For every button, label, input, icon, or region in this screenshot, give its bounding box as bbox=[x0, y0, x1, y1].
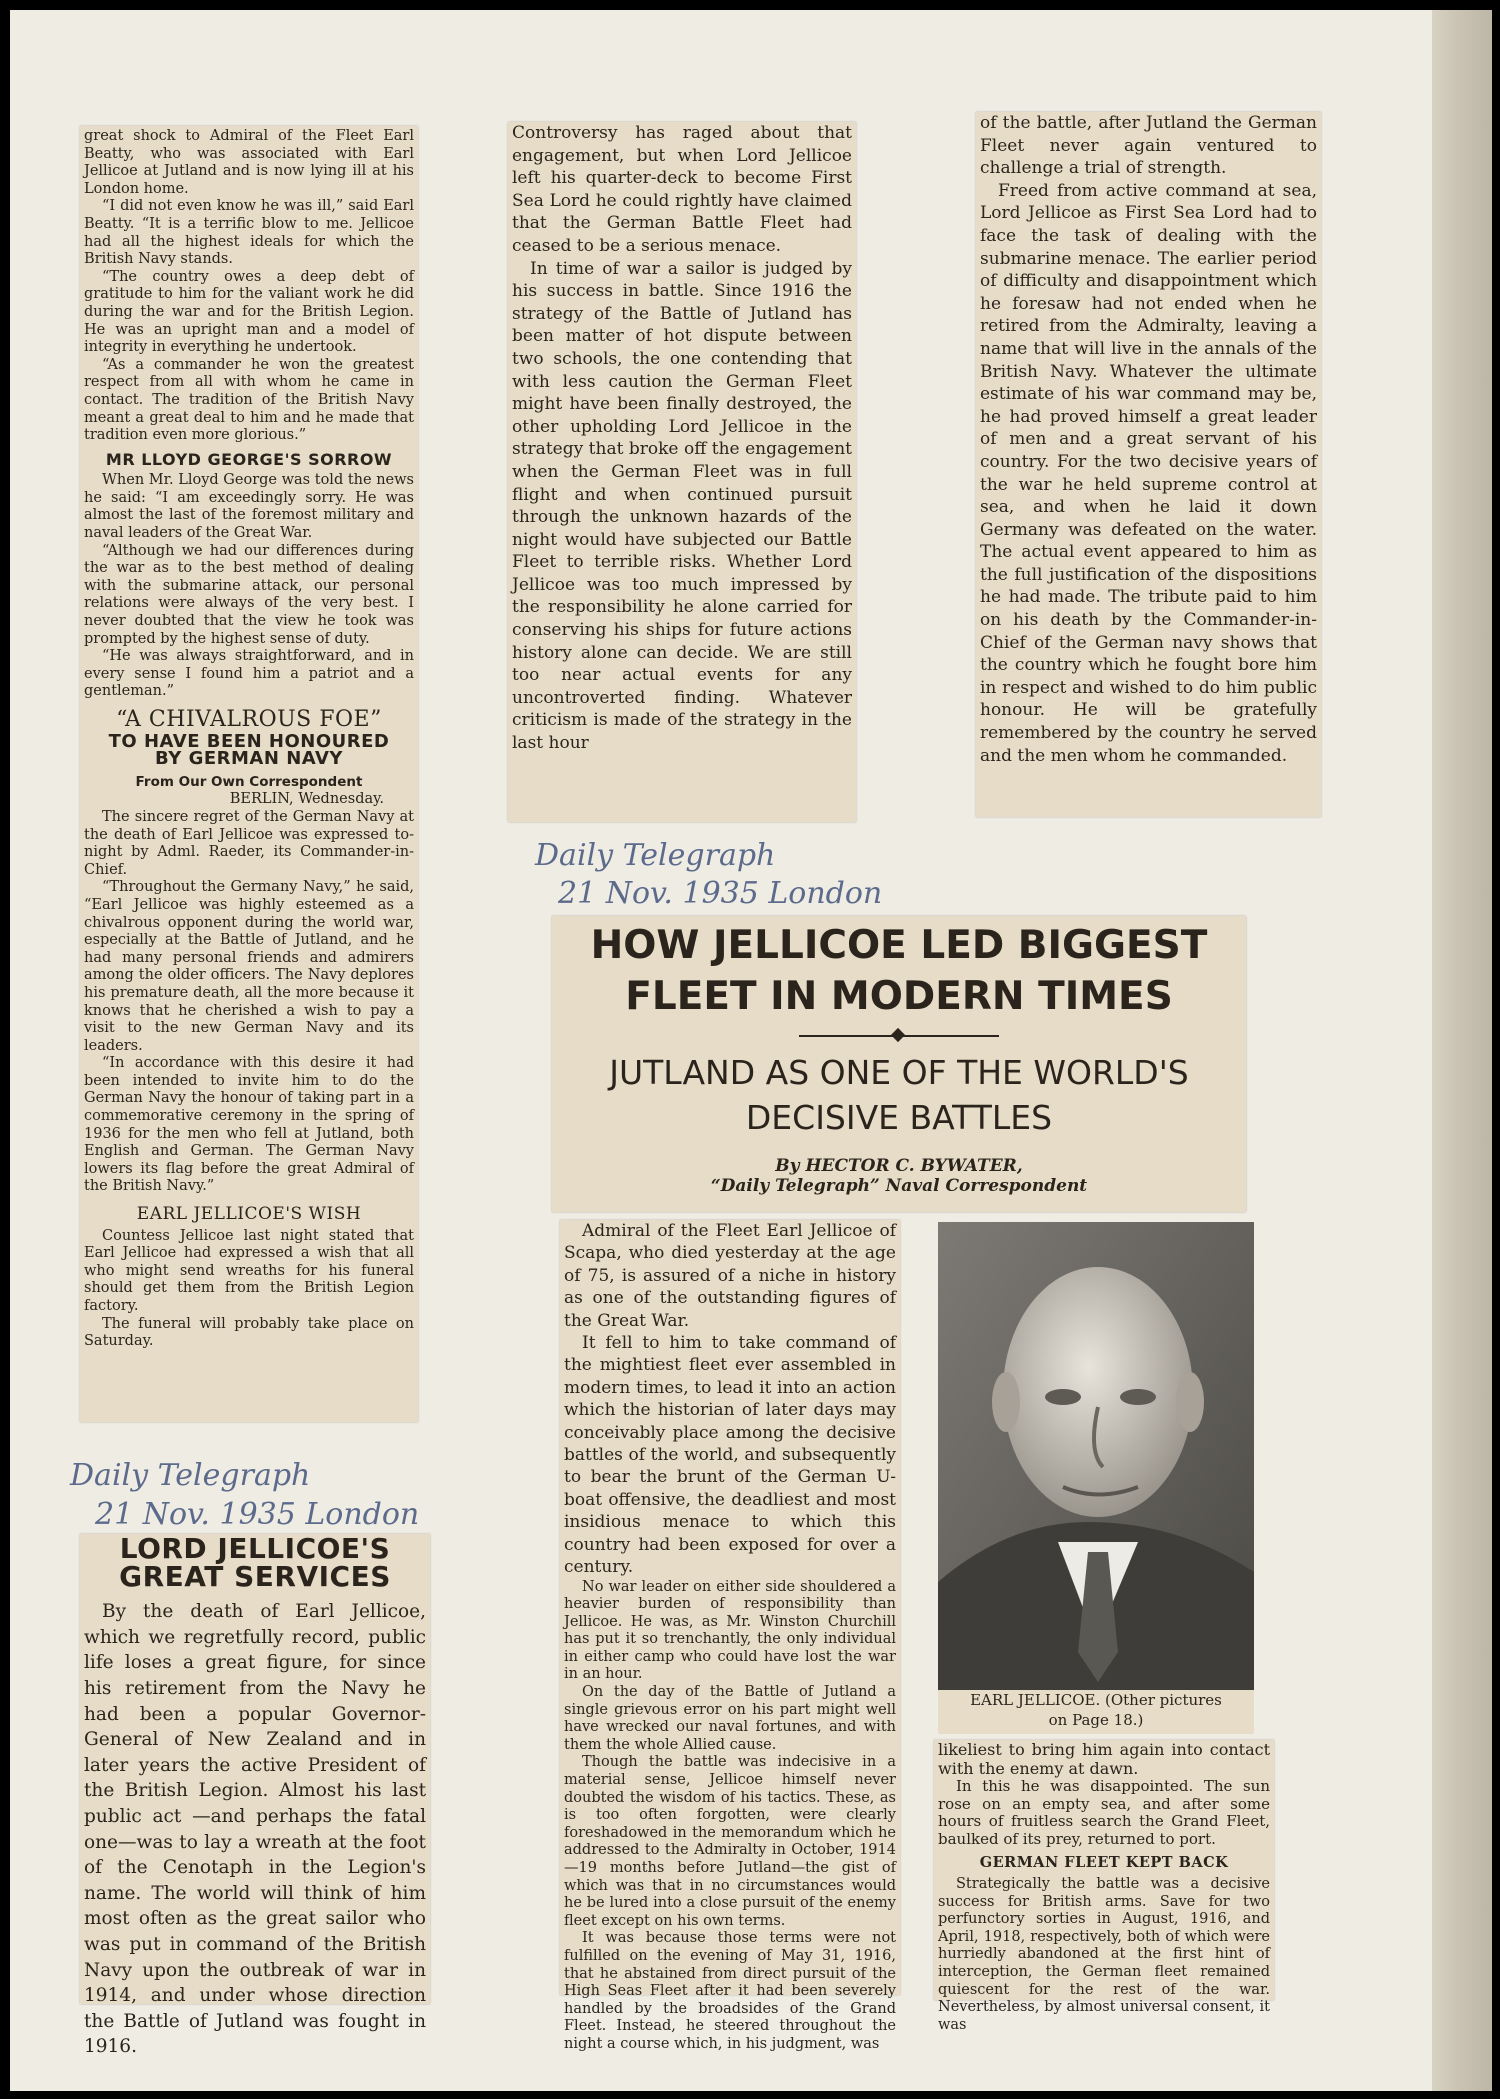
subheading: TO HAVE BEEN HONOURED bbox=[108, 730, 390, 752]
subheading: MR LLOYD GEORGE'S SORROW bbox=[105, 449, 393, 469]
dateline: BERLIN, Wednesday. bbox=[229, 791, 384, 808]
paragraph: “He was always straightforward, and in every sense I found him a patriot and a gentleman.” bbox=[84, 648, 414, 700]
handwritten-note-lower-line2: 21 Nov. 1935 London bbox=[95, 1497, 420, 1532]
paragraph: “As a commander he won the greatest respect from all with whom he came in contact. The tradition of the British Navy meant a great deal to him and he made that tradition even more glorious.” bbox=[84, 356, 414, 444]
paragraph: “Although we had our differences during the war as to the best method of dealing with the submarine attack, our personal relations were always of the very best. I never doubted that the view he took was prompted by the highest sense of duty. bbox=[84, 542, 414, 647]
paragraph: On the day of the Battle of Jutland a single grievous error on his part might well have wrecked our naval fortunes, and with them the whole Allied cause. bbox=[564, 1684, 896, 1753]
paragraph: No war leader on either side shouldered a heavier burden of responsibility than Jellicoe. He was, as Mr. Winston Churchill has put it so trenchantly, the only individual in either camp who could have lost the war in an hour. bbox=[564, 1578, 896, 1683]
paragraph: In time of war a sailor is judged by his success in battle. Since 1916 the strategy of the Battle of Jutland has been matter of hot dispute between two schools, the one contending that with less caution the German Fleet might have been finally destroyed, the other upholding Lord Jellicoe in the strategy that broke off the engagement when the German Fleet was in full flight and when continued pursuit through the unknown hazards of the night would have subjected our Battle Fleet to terrible risks. Whether Lord Jellicoe was too much impressed by the responsibility he alone carried for conserving his ships for future actions history alone can decide. We are still too near actual events for any uncontroverted finding. Whatever criticism is made of the strategy in the last hour bbox=[512, 258, 852, 754]
paragraph: great shock to Admiral of the Fleet Earl Beatty, who was associated with Earl Jellicoe at Jutland and is now lying ill at his London home. bbox=[84, 128, 414, 197]
subheadline-line2: DECISIVE BATTLES bbox=[745, 1098, 1053, 1137]
paragraph: Countess Jellicoe last night stated that Earl Jellicoe had expressed a wish that all who might send wreaths for his funeral should get them from the British Legion factory. bbox=[84, 1227, 414, 1314]
headline-line1: HOW JELLICOE LED BIGGEST bbox=[590, 923, 1208, 968]
paragraph: “In accordance with this desire it had been intended to invite him to do the German Navy the honour of taking part in a commemorative ceremony in the spring of 1936 for the men who fell at Jutland, both English and German. The German Navy lowers its flag before the great Admiral of the British Navy.” bbox=[84, 1055, 414, 1195]
subheading: BY GERMAN NAVY bbox=[155, 748, 343, 770]
paragraph: It was because those terms were not fulfilled on the evening of May 31, 1916, that he abstained from direct pursuit of the High Seas Fleet after it had been severely handled by the broadsides of the Grand Fleet. Instead, he steered throughout the night a course which, in his judgment, was bbox=[564, 1930, 896, 2052]
handwritten-note-upper-line1: Daily Telegraph bbox=[535, 838, 776, 873]
paragraph: Admiral of the Fleet Earl Jellicoe of Scapa, who died yesterday at the age of 75, is assured of a niche in history as one of the outstanding figures of the Great War. bbox=[564, 1221, 896, 1331]
subheading: GERMAN FLEET KEPT BACK bbox=[979, 1854, 1229, 1872]
byline: By HECTOR C. BYWATER, bbox=[775, 1156, 1023, 1176]
article-title: LORD JELLICOE'S bbox=[119, 1532, 391, 1565]
clipping-continuation bbox=[934, 1740, 1274, 2033]
portrait-photo bbox=[938, 1222, 1254, 1690]
caption-line2: on Page 18.) bbox=[1048, 1711, 1144, 1729]
subheading: “A CHIVALROUS FOE” bbox=[116, 707, 382, 732]
byline: From Our Own Correspondent bbox=[135, 773, 363, 790]
subheading: EARL JELLICOE'S WISH bbox=[136, 1204, 362, 1225]
paragraph: of the battle, after Jutland the German Fleet never again ventured to challenge a trial of strength. bbox=[980, 113, 1317, 179]
paragraph: Controversy has raged about that engagement, but when Lord Jellicoe left his quarter-deck to become First Sea Lord he could rightly have claimed that the German Battle Fleet had ceased to be a serious menace. bbox=[512, 123, 852, 256]
headline-line2: FLEET IN MODERN TIMES bbox=[625, 974, 1173, 1019]
handwritten-note-lower-line1: Daily Telegraph bbox=[70, 1458, 311, 1493]
ornament-rule bbox=[799, 1028, 999, 1044]
paragraph: Freed from active command at sea, Lord Jellicoe as First Sea Lord had to face the task of dealing with the submarine menace. The earlier period of difficulty and disappointment which he foresaw had not ended when he retired from the Admiralty, leaving a name that will live in the annals of the British Navy. Whatever the ultimate estimate of his war command may be, he had proved himself a great leader of men and a great servant of his country. For the two decisive years of the war he held supreme control at sea, and when he laid it down Germany was defeated on the water. The actual event appeared to him as the full justification of the dispositions he had made. The tribute paid to him on his death by the Commander-in-Chief of the German navy shows that the country which he fought bore him in respect and wished to do him public honour. He will be gratefully remembered by the country he served and the men whom he commanded. bbox=[980, 180, 1317, 766]
paragraph: The funeral will probably take place on Saturday. bbox=[84, 1315, 414, 1350]
subheadline-line1: JUTLAND AS ONE OF THE WORLD'S bbox=[609, 1053, 1189, 1092]
clipping-article-body bbox=[560, 1220, 900, 2052]
paragraph: “The country owes a deep debt of gratitude to him for the valiant work he did during the war and for the British Legion. He was an upright man and a model of integrity in everything he undertook. bbox=[84, 268, 414, 356]
byline-title: “Daily Telegraph” Naval Correspondent bbox=[710, 1176, 1088, 1196]
paragraph: When Mr. Lloyd George was told the news he said: “I am exceedingly sorry. He was almost the last of the foremost military and naval leaders of the Great War. bbox=[84, 472, 414, 542]
paragraph: “Throughout the Germany Navy,” he said, “Earl Jellicoe was highly esteemed as a chivalrous opponent during the world war, especially at the Battle of Jutland, and he had many personal friends and admirers among the older officers. The Navy deplores his premature death, all the more because it knows that he cherished a wish to pay a visit to the new German Navy and its leaders. bbox=[84, 879, 414, 1054]
paragraph: Though the battle was indecisive in a material sense, Jellicoe himself never doubted the wisdom of his tactics. These, as is too often forgotten, were clearly foreshadowed in the memorandum which he addressed to the Admiralty in October, 1914—19 months before Jutland—the gist of which was that in no circumstances would he be lured into a close pursuit of the enemy fleet except on his own terms. bbox=[564, 1754, 896, 1929]
handwritten-note-upper-line2: 21 Nov. 1935 London bbox=[558, 876, 883, 911]
paragraph: likeliest to bring him again into contact with the enemy at dawn. bbox=[938, 1740, 1270, 1778]
paragraph: The sincere regret of the German Navy at the death of Earl Jellicoe was expressed to-night by Adml. Raeder, its Commander-in-Chief. bbox=[84, 808, 414, 878]
paragraph: In this he was disappointed. The sun rose on an empty sea, and after some hours of fruitless search the Grand Fleet, baulked of its prey, returned to port. bbox=[938, 1777, 1270, 1848]
paragraph: Strategically the battle was a decisive success for British arms. Save for two perfunctory sorties in August, 1916, and April, 1918, respectively, both of which were hurriedly abandoned at the first hint of interception, the German fleet remained quiescent for the rest of the war. Nevertheless, by almost universal consent, it was bbox=[938, 1875, 1270, 2033]
paragraph: “I did not even know he was ill,” said Earl Beatty. “It is a terrific blow to me. Jellicoe had all the highest ideals for which the British Navy stands. bbox=[84, 198, 414, 268]
portrait-illustration bbox=[938, 1222, 1254, 1690]
clipping-submarine-menace bbox=[976, 112, 1321, 817]
clipping-great-services bbox=[80, 1532, 430, 2058]
clipping-headline bbox=[552, 916, 1246, 1212]
caption-line1: EARL JELLICOE. (Other pictures bbox=[970, 1691, 1222, 1709]
clipping-controversy bbox=[508, 122, 856, 822]
photo-caption bbox=[938, 1690, 1254, 1734]
paragraph: By the death of Earl Jellicoe, which we regretfully record, public life loses a great figure, for since his retirement from the Navy he had been a popular Governor-General of New Zealand and in later years the active President of the British Legion. Almost his last public act —and perhaps the fatal one—was to lay a wreath at the foot of the Cenotaph in the Legion's name. The world will think of him most often as the great sailor who was put in command of the British Navy upon the outbreak of war in 1914, and under whose direction the Battle of Jutland was fought in 1916. bbox=[84, 1601, 426, 2058]
clipping-tributes bbox=[80, 126, 418, 1422]
paragraph: It fell to him to take command of the mightiest fleet ever assembled in modern times, to lead it into an action which the historian of later days may conceivably place among the decisive battles of the world, and subsequently to bear the brunt of the German U-boat offensive, the deadliest and most insidious menace to which this country had been exposed for over a century. bbox=[564, 1333, 896, 1578]
article-title: GREAT SERVICES bbox=[119, 1559, 391, 1593]
book-binding bbox=[1432, 10, 1492, 2091]
